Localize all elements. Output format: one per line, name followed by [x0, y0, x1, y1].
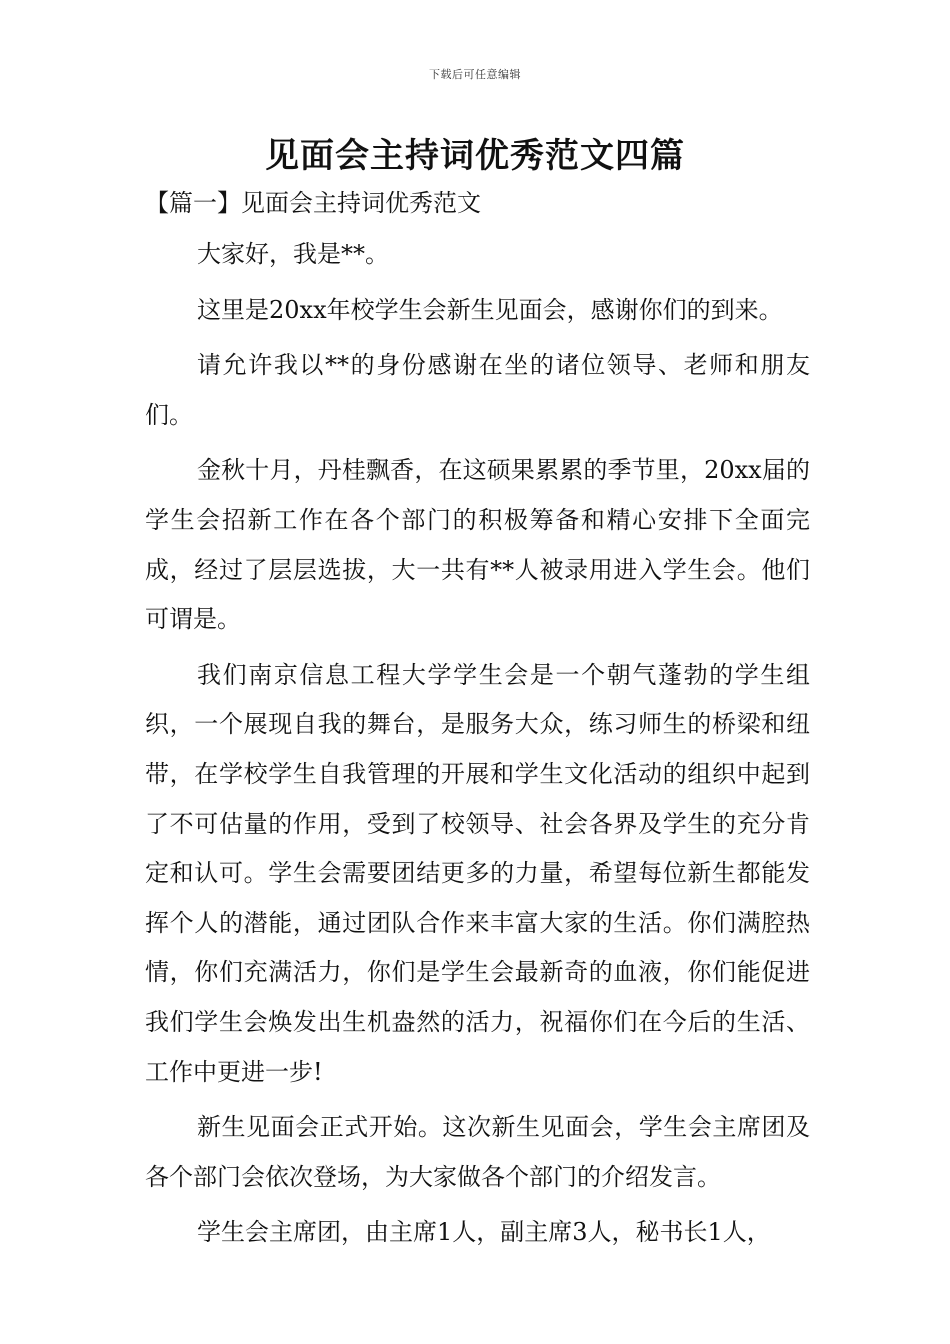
document-title: 见面会主持词优秀范文四篇 [265, 136, 685, 176]
paragraph: 大家好，我是**。 [197, 240, 389, 268]
paragraph: 请允许我以**的身份感谢在坐的诸位领导、老师和朋友们。 [145, 351, 810, 429]
body-text [145, 230, 810, 1264]
header-note: 下载后可任意编辑 [429, 68, 521, 81]
paragraph: 金秋十月，丹桂飘香，在这硕果累累的季节里，20xx届的学生会招新工作在各个部门的积极筹备和精心安排下全面完成，经过了层层选拔，大一共有**人被录用进入学生会。他们可谓是。 [145, 456, 810, 634]
paragraph: 我们南京信息工程大学学生会是一个朝气蓬勃的学生组织，一个展现自我的舞台，是服务大众，练习师生的桥梁和纽带，在学校学生自我管理的开展和学生文化活动的组织中起到了不可估量的作用，受到了校领导、社会各界及学生的充分肯定和认可。学生会需要团结更多的力量，希望每位新生都能发挥个人的潜能，通过团队合作来丰富大家的生活。你们满腔热情，你们充满活力，你们是学生会最新奇的血液，你们能促进我们学生会焕发出生机盎然的活力，祝福你们在今后的生活、工作中更进一步! [145, 660, 810, 1086]
paragraph: 新生见面会正式开始。这次新生见面会，学生会主席团及各个部门会依次登场，为大家做各个部门的介绍发言。 [145, 1113, 810, 1191]
paragraph: 学生会主席团，由主席1人，副主席3人，秘书长1人， [197, 1218, 771, 1247]
section-heading: 【篇一】见面会主持词优秀范文 [145, 189, 481, 217]
paragraph: 这里是20xx年校学生会新生见面会，感谢你们的到来。 [197, 295, 783, 324]
